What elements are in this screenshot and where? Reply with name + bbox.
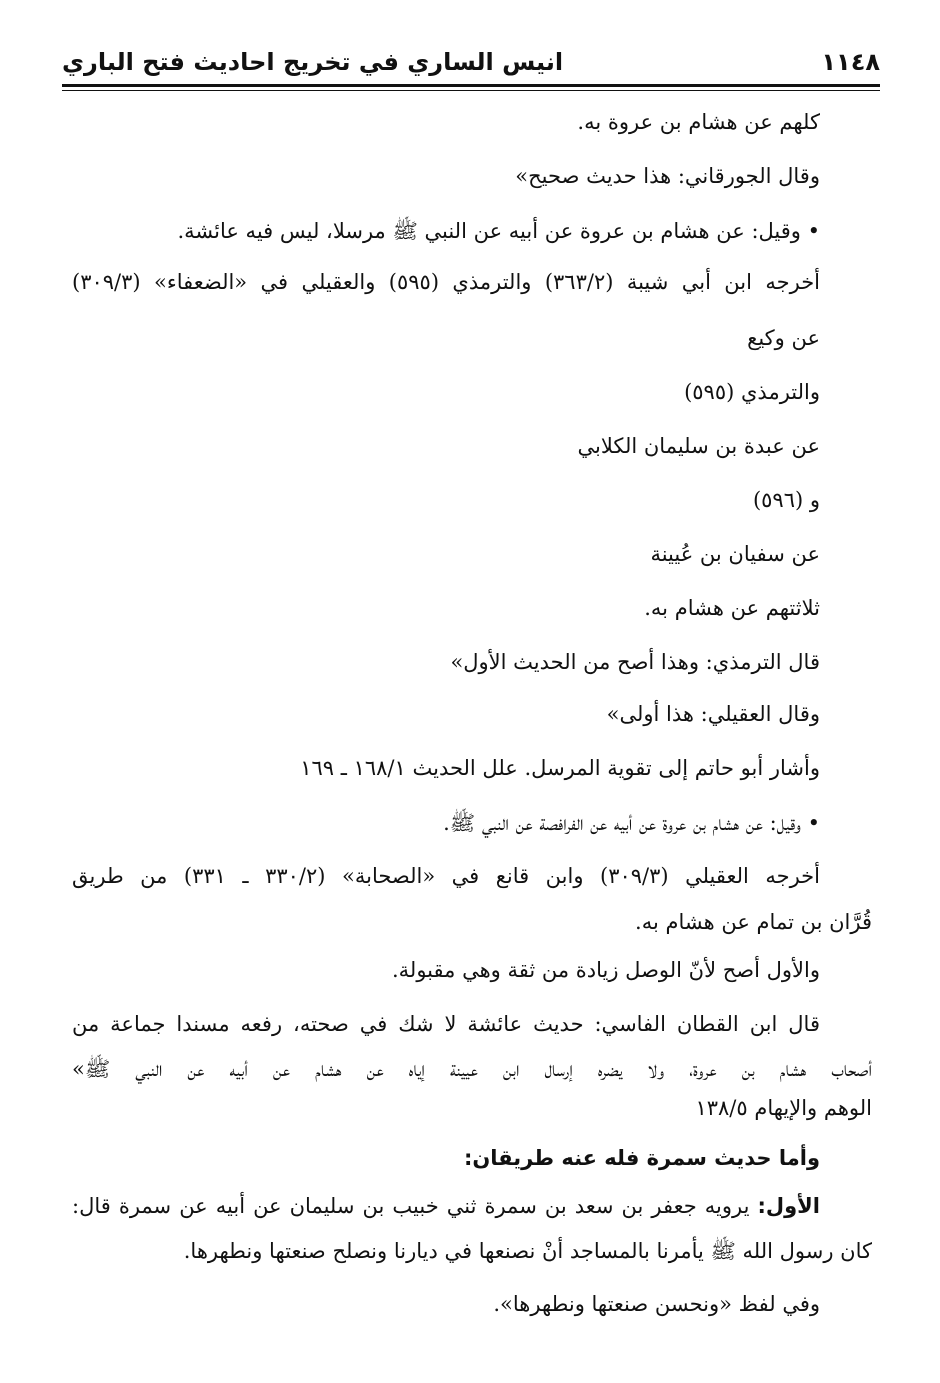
text-line: وقال العقيلي: هذا أولى» bbox=[606, 702, 820, 726]
text-line: وقال الجورقاني: هذا حديث صحيح» bbox=[515, 164, 820, 188]
text-line: وفي لفظ «ونحسن صنعتها ونطهرها». bbox=[493, 1292, 820, 1316]
text-line: أخرجه العقيلي (٣٠٩/٣) وابن قانع في «الصحابة» (٣٣٠/٢ ـ ٣٣١) من طريق bbox=[72, 864, 821, 888]
text-line: عن وكيع bbox=[747, 326, 820, 350]
text-line: وأشار أبو حاتم إلى تقوية المرسل. علل الحديث ١٦٨/١ ـ ١٦٩ bbox=[300, 756, 820, 780]
text-line bbox=[72, 1194, 820, 1218]
text-line: ثلاثتهم عن هشام به. bbox=[644, 596, 820, 620]
text-line: • وقيل: عن هشام بن عروة عن أبيه عن الفرافصة عن النبي ﷺ. bbox=[443, 811, 820, 835]
page-number: ١١٤٨ bbox=[821, 48, 880, 76]
text-line: كان رسول الله ﷺ يأمرنا بالمساجد أنْ نصنعها في ديارنا ونصلح صنعتها ونطهرها. bbox=[183, 1239, 872, 1263]
text-line: كلهم عن هشام بن عروة به. bbox=[577, 110, 820, 134]
text-line: • وقيل: عن هشام بن عروة عن أبيه عن النبي ﷺ مرسلا، ليس فيه عائشة. bbox=[177, 219, 820, 243]
running-header bbox=[62, 40, 880, 84]
text-line: قال الترمذي: وهذا أصح من الحديث الأول» bbox=[450, 650, 820, 674]
section-heading: وأما حديث سمرة فله عنه طريقان: bbox=[463, 1146, 820, 1170]
book-title: انيس الساري في تخريج احاديث فتح الباري bbox=[62, 48, 564, 76]
text-line: والأول أصح لأنّ الوصل زيادة من ثقة وهي مقبولة. bbox=[392, 958, 820, 982]
text-line: و (٥٩٦) bbox=[752, 488, 820, 512]
text-line: قُرَّان بن تمام عن هشام به. bbox=[635, 910, 872, 934]
text-line: والترمذي (٥٩٥) bbox=[684, 380, 820, 404]
text-line: عن سفيان بن عُيينة bbox=[650, 542, 820, 566]
text-line: أصحاب هشام بن عروة، ولا يضره إرسال ابن عيينة إياه عن هشام عن أبيه عن النبي ﷺ» bbox=[72, 1057, 872, 1081]
header-rule-thick bbox=[62, 84, 880, 87]
text-line: عن عبدة بن سليمان الكلابي bbox=[577, 434, 820, 458]
header-rule-thin bbox=[62, 90, 880, 91]
text-line: الوهم والإيهام ١٣٨/٥ bbox=[695, 1096, 872, 1120]
text-line: قال ابن القطان الفاسي: حديث عائشة لا شك في صحته، رفعه مسندا جماعة من bbox=[72, 1012, 820, 1036]
text-line: أخرجه ابن أبي شيبة (٣٦٣/٢) والترمذي (٥٩٥) والعقيلي في «الضعفاء» (٣٠٩/٣) bbox=[72, 270, 821, 294]
text-line-content: يرويه جعفر بن سعد بن سمرة ثني خبيب بن سليمان عن أبيه عن سمرة قال: bbox=[72, 1194, 758, 1218]
section-label: الأول: bbox=[757, 1194, 820, 1218]
